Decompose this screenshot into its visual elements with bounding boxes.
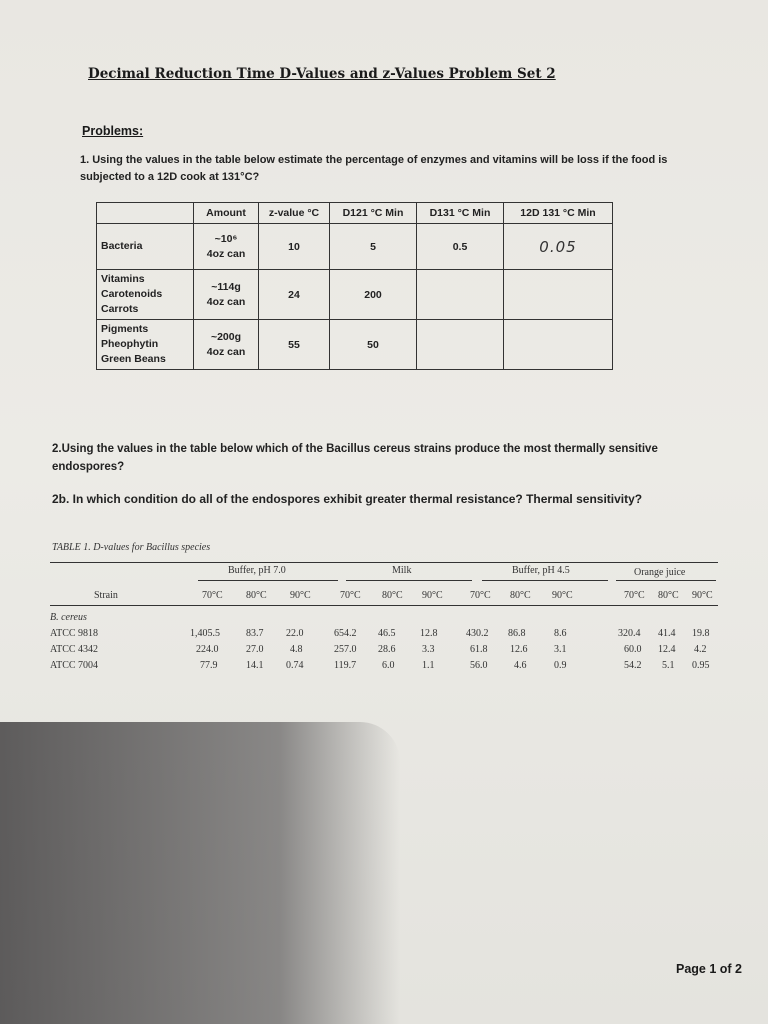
enzyme-vitamin-table	[96, 202, 613, 370]
condition-header: Buffer, pH 4.5	[512, 565, 570, 576]
table-header-cell: z-value °C	[259, 203, 330, 224]
table-cell: 12.6	[510, 644, 528, 655]
12d-cell	[504, 320, 613, 370]
condition-header: Buffer, pH 7.0	[228, 565, 286, 576]
table-cell: 56.0	[470, 660, 488, 671]
row-label: Vitamins Carotenoids Carrots	[97, 270, 194, 320]
table-cell: 60.0	[624, 644, 642, 655]
d121-cell: 200	[330, 270, 417, 320]
table-header-cell: D131 °C Min	[417, 203, 504, 224]
table-cell: 6.0	[382, 660, 395, 671]
condition-header: Orange juice	[634, 567, 686, 578]
strain-name: ATCC 9818	[50, 628, 99, 639]
table-cell: 54.2	[624, 660, 642, 671]
amount-cell: ~114g 4oz can	[194, 270, 259, 320]
table-header-cell: 12D 131 °C Min	[504, 203, 613, 224]
table-cell: 46.5	[378, 628, 396, 639]
strain-name: ATCC 4342	[50, 644, 99, 655]
question-1: 1. Using the values in the table below estimate the percentage of enzymes and vitamins will be loss if the food is subjected to a 12D cook at 131°C?	[80, 154, 668, 183]
page-number: Page 1 of 2	[676, 962, 742, 976]
table-cell: 4.8	[290, 644, 303, 655]
temp-header: 70°C	[624, 590, 645, 601]
temp-header: 80°C	[246, 590, 267, 601]
z-value-cell: 10	[259, 224, 330, 270]
table-cell: 27.0	[246, 644, 264, 655]
table-header-row	[97, 203, 613, 224]
d131-cell	[417, 270, 504, 320]
table-cell: 320.4	[618, 628, 641, 639]
question-2: 2.Using the values in the table below which of the Bacillus cereus strains produce the most thermally sensitive endospores?	[52, 443, 658, 473]
table-cell: 22.0	[286, 628, 304, 639]
table-cell: 19.8	[692, 628, 710, 639]
table-cell: 119.7	[334, 660, 357, 671]
table-cell: 3.1	[554, 644, 567, 655]
d121-cell: 5	[330, 224, 417, 270]
table-cell: 28.6	[378, 644, 396, 655]
table-top-rule	[50, 562, 718, 563]
condition-rule	[616, 580, 716, 581]
table-cell: 0.9	[554, 660, 567, 671]
row-label: Pigments Pheophytin Green Beans	[97, 320, 194, 370]
species-label: B. cereus	[50, 612, 87, 623]
photo-shadow	[0, 722, 400, 1024]
temp-header: 90°C	[552, 590, 573, 601]
strain-name: ATCC 7004	[50, 660, 99, 671]
d131-cell: 0.5	[417, 224, 504, 270]
temp-header: 80°C	[510, 590, 531, 601]
d121-cell: 50	[330, 320, 417, 370]
table-cell: 5.1	[662, 660, 675, 671]
table-header-cell: D121 °C Min	[330, 203, 417, 224]
amount-cell: ~200g 4oz can	[194, 320, 259, 370]
table-caption: TABLE 1. D-values for Bacillus species	[52, 542, 211, 553]
table-cell: 14.1	[246, 660, 264, 671]
temp-header: 90°C	[290, 590, 311, 601]
temp-header: 70°C	[340, 590, 361, 601]
temp-header: 80°C	[658, 590, 679, 601]
condition-rule	[482, 580, 608, 581]
table-cell: 1,405.5	[190, 628, 220, 639]
table-header-cell: Amount	[194, 203, 259, 224]
table-cell: 3.3	[422, 644, 435, 655]
temp-header: 90°C	[422, 590, 443, 601]
table-cell: 12.4	[658, 644, 676, 655]
z-value-cell: 55	[259, 320, 330, 370]
condition-rule	[346, 580, 472, 581]
table-cell: 86.8	[508, 628, 526, 639]
table-header-cell	[97, 203, 194, 224]
temp-header: 80°C	[382, 590, 403, 601]
table-cell: 12.8	[420, 628, 438, 639]
table-row	[97, 270, 613, 320]
table-cell: 0.74	[286, 660, 304, 671]
table-row	[97, 224, 613, 270]
question-2b: 2b. In which condition do all of the endospores exhibit greater thermal resistance? Thermal sensitivity?	[52, 492, 643, 506]
table-cell: 4.2	[694, 644, 707, 655]
table-cell: 1.1	[422, 660, 435, 671]
temp-header: 70°C	[202, 590, 223, 601]
table-cell: 83.7	[246, 628, 264, 639]
table-cell: 8.6	[554, 628, 567, 639]
temp-header: 70°C	[470, 590, 491, 601]
condition-rule	[198, 580, 338, 581]
table-cell: 0.95	[692, 660, 710, 671]
header-bottom-rule	[50, 605, 718, 606]
table-cell: 61.8	[470, 644, 488, 655]
table-row	[97, 320, 613, 370]
table-cell: 430.2	[466, 628, 489, 639]
handwritten-12d-cell: 0.05	[504, 224, 613, 270]
table-cell: 654.2	[334, 628, 357, 639]
z-value-cell: 24	[259, 270, 330, 320]
row-label: Bacteria	[97, 224, 194, 270]
condition-header: Milk	[392, 565, 412, 576]
problems-heading: Problems:	[82, 124, 144, 138]
table-cell: 224.0	[196, 644, 219, 655]
amount-cell: ~10⁶ 4oz can	[194, 224, 259, 270]
table-cell: 4.6	[514, 660, 527, 671]
page-title: Decimal Reduction Time D-Values and z-Values Problem Set 2	[88, 66, 556, 82]
temp-header: 90°C	[692, 590, 713, 601]
12d-cell	[504, 270, 613, 320]
table-cell: 41.4	[658, 628, 676, 639]
table-cell: 77.9	[200, 660, 218, 671]
strain-header: Strain	[94, 590, 118, 601]
d131-cell	[417, 320, 504, 370]
table-cell: 257.0	[334, 644, 357, 655]
